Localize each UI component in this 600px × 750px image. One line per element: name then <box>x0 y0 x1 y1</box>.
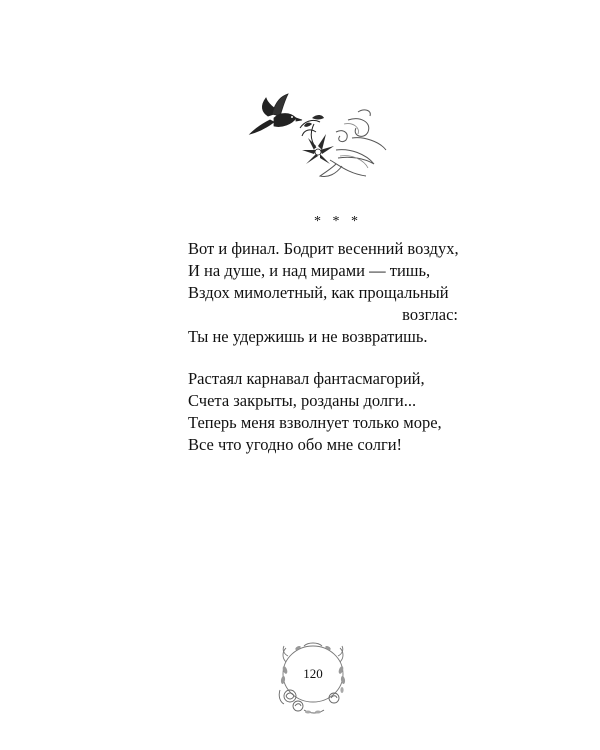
asterism-divider: * * * <box>314 214 362 229</box>
bird-and-flower-ornament-icon <box>240 88 400 188</box>
poem-line: Вот и финал. Бодрит весенний воздух, <box>188 239 459 258</box>
poem-line: И на душе, и над мирами — тишь, <box>188 261 431 280</box>
poem-line: Счета закрыты, розданы долги... <box>188 391 417 410</box>
stanza-1 <box>188 238 458 348</box>
poem-line: Вздох мимолетный, как прощальный <box>188 283 449 302</box>
page-number: 120 <box>303 666 323 681</box>
poem-line: Ты не удержишь и не возвратишь. <box>188 327 428 346</box>
poem-line-continuation: возглас: <box>402 305 458 324</box>
poem <box>188 212 458 476</box>
poem-line: Теперь меня взволнует только море, <box>188 413 442 432</box>
poem-line: Все что угодно обо мне солги! <box>188 435 403 454</box>
page-number-block <box>268 640 358 720</box>
stanza-2 <box>188 368 458 456</box>
poem-line: Растаял карнавал фантасмагорий, <box>188 369 425 388</box>
